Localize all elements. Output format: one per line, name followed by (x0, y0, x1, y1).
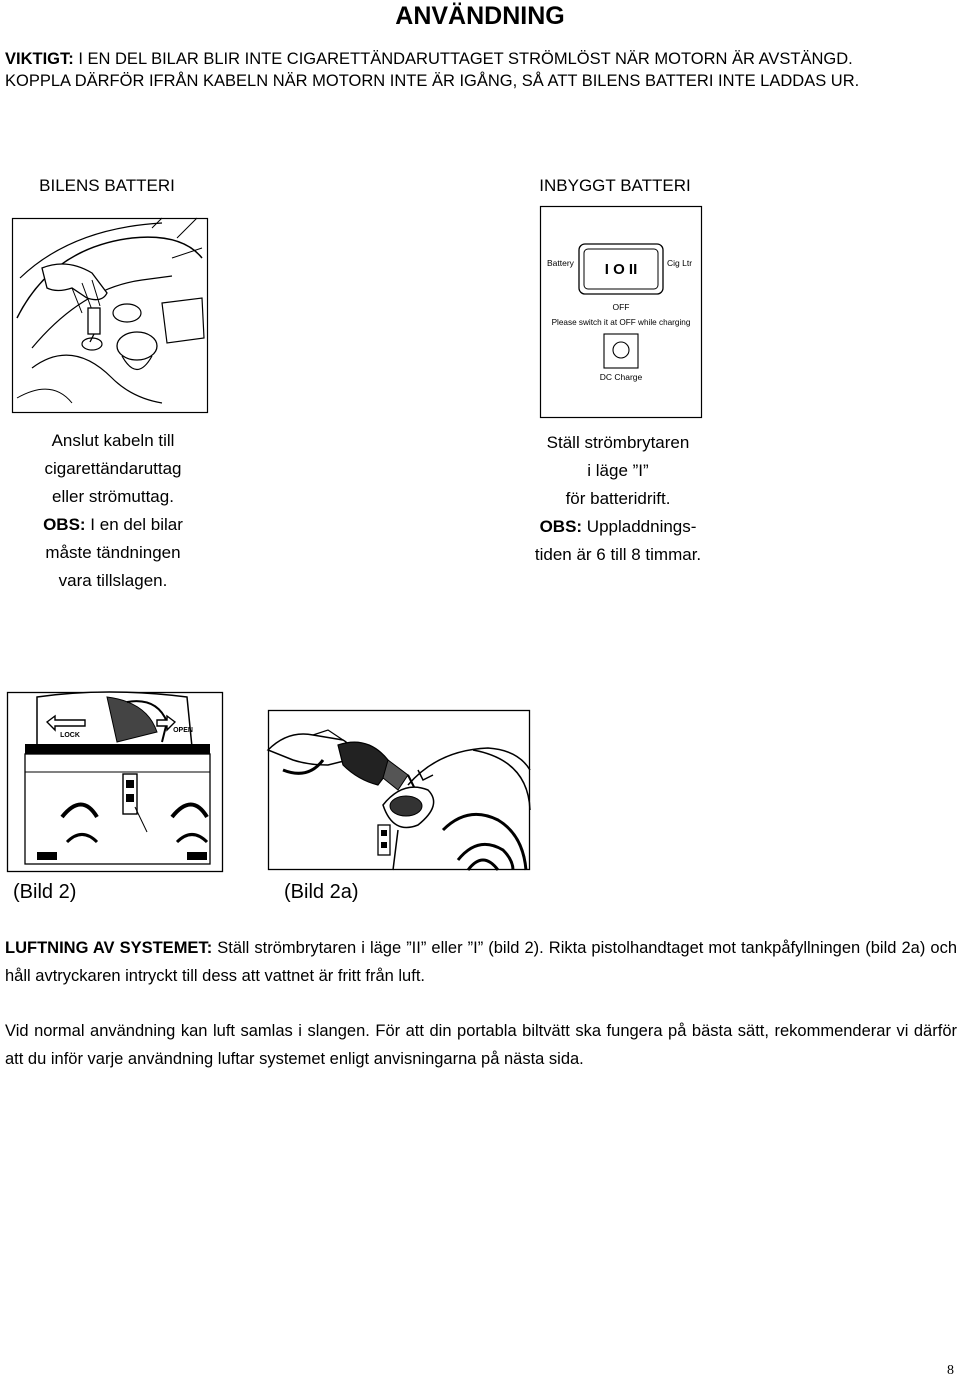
paragraph-venting (5, 934, 957, 990)
lock-label: LOCK (60, 732, 80, 739)
right-obs-text: Uppladdnings- (586, 517, 697, 536)
right-obs-line (468, 513, 768, 541)
bild-2a-label: (Bild 2a) (284, 881, 359, 903)
page-title: ANVÄNDNING (395, 2, 565, 30)
paragraph-venting-lead: LUFTNING AV SYSTEMET: (5, 939, 213, 957)
left-obs-label: OBS: (43, 515, 86, 534)
left-column-heading: BILENS BATTERI (39, 176, 175, 195)
control-panel-illustration (540, 206, 702, 418)
left-obs-line (0, 511, 263, 539)
paragraph-normal-use: Vid normal användning kan luft samlas i slangen. För att din portabla biltvätt ska fungera på bästa sätt, rekommenderar vi därför att du inför varje användning luftar systemet enligt anvisningarna på nästa sida. (5, 1022, 957, 1068)
warning-lead: VIKTIGT: (5, 50, 74, 68)
bild-2-label: (Bild 2) (13, 881, 77, 903)
bild-2a-illustration (268, 710, 530, 870)
paragraph-venting-text: Ställ strömbrytaren i läge ”II” eller ”I” (bild 2). Rikta pistolhandtaget mot tankpåfyllningen (bild 2a) och håll avtryckaren intryckt till dess att vattnet är fritt från luft. (5, 939, 957, 985)
warning-line-2: KOPPLA DÄRFÖR IFRÅN KABELN NÄR MOTORN INTE ÄR IGÅNG, SÅ ATT BILENS BATTERI INTE LADDAS UR. (5, 72, 860, 90)
left-obs-text: I en del bilar (90, 515, 183, 534)
right-caption-line-3: för batteridrift. (565, 489, 671, 508)
panel-cig-label: Cig Ltr (667, 258, 693, 268)
left-caption-line-2: cigarettändaruttag (44, 459, 182, 478)
right-column-heading: INBYGGT BATTERI (539, 176, 691, 195)
left-caption (0, 427, 263, 595)
left-obs-line-3: vara tillslagen. (58, 571, 168, 590)
panel-dc-label: DC Charge (599, 372, 643, 382)
right-caption (468, 429, 768, 569)
right-obs-line-2: tiden är 6 till 8 timmar. (534, 545, 702, 564)
open-label: OPEN (173, 727, 193, 734)
left-caption-line-1: Anslut kabeln till (51, 431, 175, 450)
right-caption-line-2: i läge ”I” (587, 461, 649, 480)
switch-positions: I O II (604, 261, 638, 278)
panel-instruction: Please switch it at OFF while charging (551, 318, 691, 327)
warning-block (5, 48, 955, 92)
panel-off-label: OFF (612, 302, 630, 312)
car-socket-illustration (12, 218, 208, 413)
right-obs-label: OBS: (539, 517, 583, 536)
panel-battery-label: Battery (547, 258, 574, 268)
warning-text-1: I EN DEL BILAR BLIR INTE CIGARETTÄNDARUTTAGET STRÖMLÖST NÄR MOTORN ÄR AVSTÄNGD. (78, 50, 853, 68)
warning-line-1 (5, 48, 955, 70)
right-caption-line-1: Ställ strömbrytaren (546, 433, 690, 452)
page-number: 8 (947, 1363, 954, 1378)
bild-2-illustration (7, 692, 223, 872)
left-obs-line-2: måste tändningen (45, 543, 181, 562)
left-caption-line-3: eller strömuttag. (52, 487, 174, 506)
dc-socket (604, 334, 638, 368)
